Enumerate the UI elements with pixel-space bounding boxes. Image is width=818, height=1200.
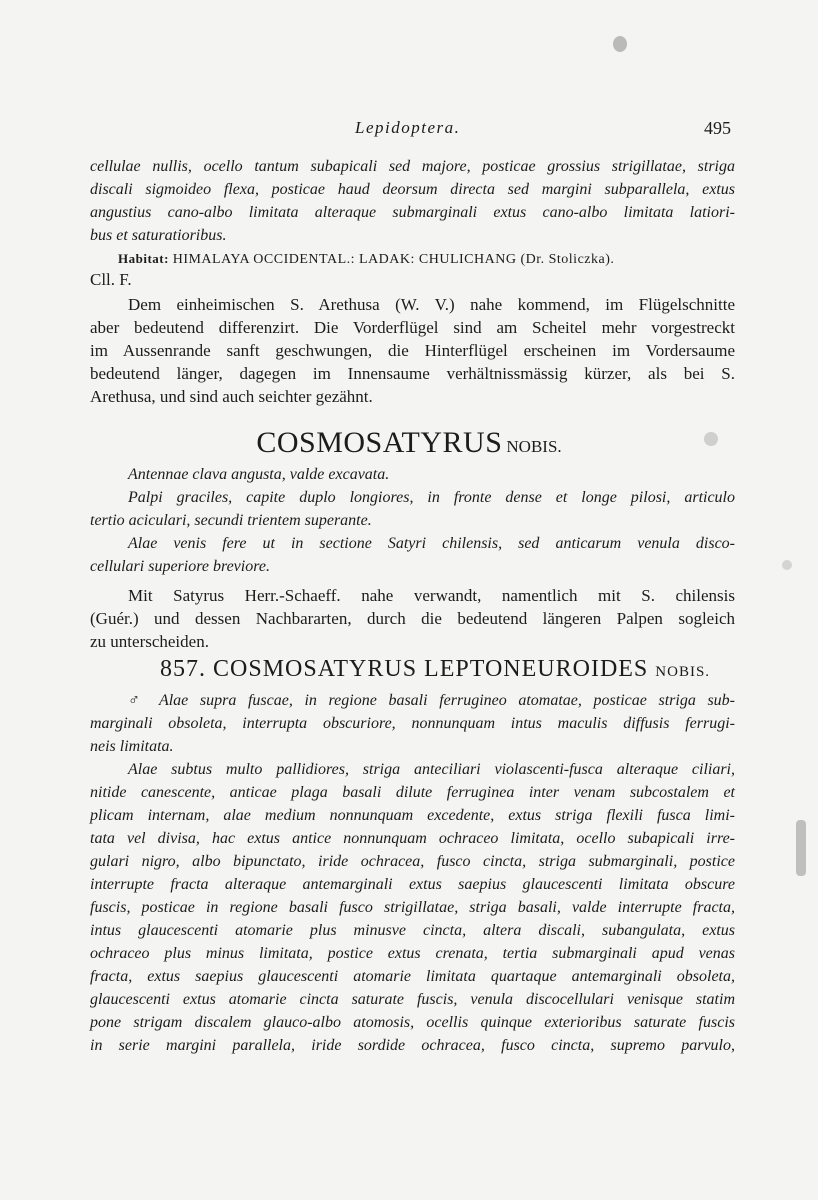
species-title: COSMOSATYRUS LEPTONEUROIDES bbox=[213, 656, 649, 682]
german-paragraph-2 bbox=[90, 584, 735, 653]
genus-description bbox=[90, 463, 735, 578]
text-line: Alae venis fere ut in sectione Satyri chilensis, sed anticarum venula disco- bbox=[128, 535, 735, 552]
text-line: glaucescenti extus atomarie cincta saturate fuscis, venula discocellulari venisque statim bbox=[90, 991, 735, 1008]
text-line: aber bedeutend differenzirt. Die Vorderflügel sind am Scheitel mehr vorgestreckt bbox=[90, 318, 735, 337]
habitat-line bbox=[90, 247, 735, 270]
text-line: cellulari superiore breviore. bbox=[90, 558, 270, 575]
running-title: Lepidoptera. bbox=[355, 118, 461, 137]
text-line: intus glaucescenti atomarie plus minusve cincta, altera discali, subangulata, extus bbox=[90, 922, 735, 939]
habitat-block bbox=[90, 247, 735, 290]
text-line: zu unterscheiden. bbox=[90, 632, 209, 651]
text-line: Alae subtus multo pallidiores, striga anteciliari violascenti-fusca alteraque ciliari, bbox=[128, 761, 735, 778]
text-line: (Guér.) und dessen Nachbararten, durch die bedeutend längeren Palpen sogleich bbox=[90, 609, 735, 628]
text-line: plicam internam, alae medium nonnunquam excedente, extus striga flexili fusca limi- bbox=[90, 807, 735, 824]
text-line: tata vel divisa, hac extus antice nonnunquam ochraceo limitata, ocello subapicali irre- bbox=[90, 830, 735, 847]
text-line: marginali obsoleta, interrupta obscuriore, nonnunquam intus maculis diffusis ferrugi- bbox=[90, 715, 735, 732]
page-header bbox=[0, 118, 818, 144]
german-paragraph-1 bbox=[90, 293, 735, 408]
text-line: Dem einheimischen S. Arethusa (W. V.) nahe kommend, im Flügelschnitte bbox=[128, 295, 735, 314]
text-line: tertio aciculari, secundi trientem superante. bbox=[90, 512, 372, 529]
text-line: bedeutend länger, dagegen im Innensaume verhältnissmässig kürzer, als bei S. bbox=[90, 364, 735, 383]
text-line: nitide canescente, anticae plaga basali dilute ferruginea inter venam subcostalem et bbox=[90, 784, 735, 801]
text-line: fuscis, posticae in regione basali fusco strigillatae, striga basali, valde interrupte fracta, bbox=[90, 899, 735, 916]
intro-paragraph bbox=[90, 155, 735, 247]
text-line: Arethusa, und sind auch seichter gezähnt. bbox=[90, 387, 373, 406]
genus-author: NOBIS. bbox=[506, 437, 562, 456]
text-line: Antennae clava angusta, valde excavata. bbox=[128, 466, 390, 483]
text-line: fracta, extus saepius glaucescenti atomarie limitata quartaque antemarginali obsoleta, bbox=[90, 968, 735, 985]
text-line: in serie margini parallela, iride sordide ochracea, fusco cincta, supremo parvulo, bbox=[90, 1037, 735, 1054]
ink-spot bbox=[613, 36, 627, 52]
text-line: bus et saturatioribus. bbox=[90, 227, 227, 244]
text-line: cellulae nullis, ocello tantum subapicali sed majore, posticae grossius strigillatae, striga bbox=[90, 158, 735, 175]
text-line: discali sigmoideo flexa, posticae haud deorsum directa sed margini subparallela, extus bbox=[90, 181, 735, 198]
text-line: angustius cano-albo limitata alteraque submarginali extus cano-albo limitata latiori- bbox=[90, 204, 735, 221]
text-line: ♂ Alae supra fuscae, in regione basali ferrugineo atomatae, posticae striga sub- bbox=[128, 692, 735, 709]
genus-title: COSMOSATYRUS bbox=[256, 426, 503, 459]
text-line: neis limitata. bbox=[90, 738, 174, 755]
text-line: ochraceo plus minus limitata, postice extus crenata, tertia submarginali apud venas bbox=[90, 945, 735, 962]
species-description-1 bbox=[90, 689, 735, 758]
page-number: 495 bbox=[704, 118, 731, 138]
text-line: pone strigam discalem glauco-albo atomosis, ocellis quinque exterioribus saturate fuscis bbox=[90, 1014, 735, 1031]
collection-note: Cll. F. bbox=[90, 270, 132, 289]
ink-spot bbox=[782, 560, 792, 570]
text-line: im Aussenrande sanft geschwungen, die Hinterflügel erscheinen im Vordersaume bbox=[90, 341, 735, 360]
genus-heading bbox=[0, 426, 818, 460]
text-line: gulari nigro, albo bipunctato, iride ochracea, fusco cincta, striga submarginali, postice bbox=[90, 853, 735, 870]
text-line: Palpi graciles, capite duplo longiores, in fronte dense et longe pilosi, articulo bbox=[128, 489, 735, 506]
text-line: Mit Satyrus Herr.-Schaeff. nahe verwandt, namentlich mit S. chilensis bbox=[128, 586, 735, 605]
habitat-label: Habitat: bbox=[118, 251, 169, 266]
text-line: interrupte fracta alteraque antemarginali extus saepius glaucescenti limitata obscure bbox=[90, 876, 735, 893]
species-heading bbox=[160, 656, 711, 683]
habitat-text: HIMALAYA OCCIDENTAL.: LADAK: CHULICHANG (Dr. Stoliczka). bbox=[172, 252, 615, 267]
species-description-2 bbox=[90, 758, 735, 1057]
species-number: 857. bbox=[160, 656, 206, 682]
species-author: NOBIS. bbox=[655, 664, 711, 680]
ink-spot bbox=[796, 820, 806, 876]
